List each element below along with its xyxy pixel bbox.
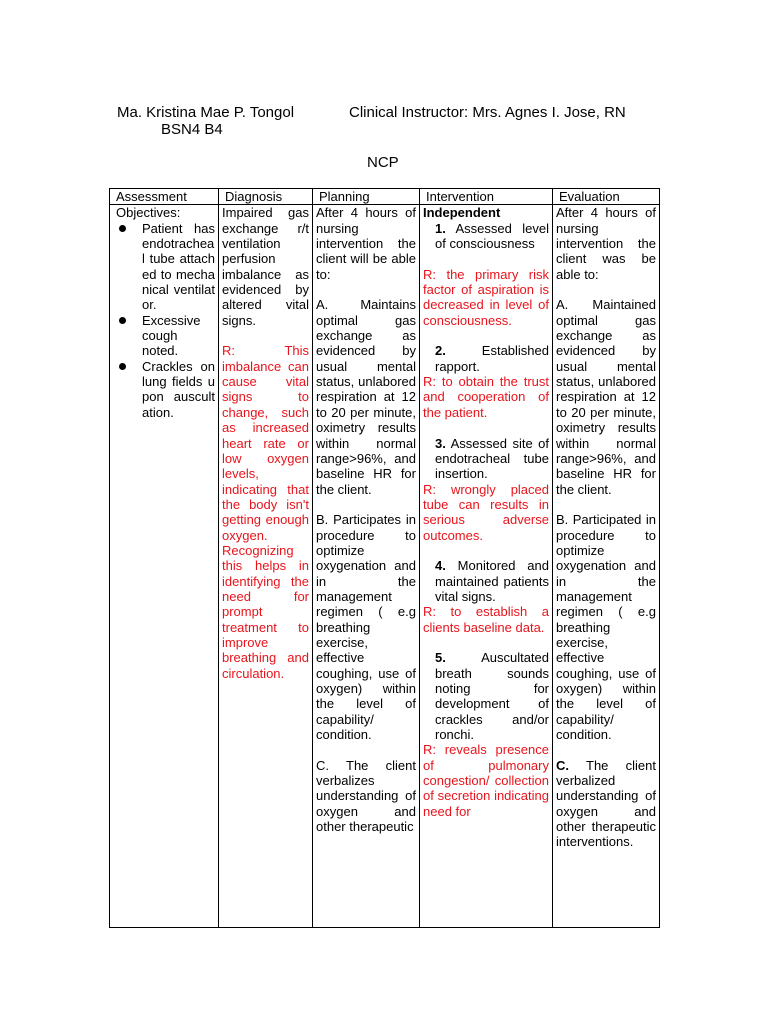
intervention-number: 5. — [435, 650, 446, 666]
assessment-cell — [110, 205, 219, 928]
intervention-text: Monitored and maintained patients vital signs. — [435, 558, 549, 604]
intervention-item — [423, 436, 549, 482]
assessment-item: Excessive cough noted. — [116, 313, 215, 359]
intervention-item — [423, 558, 549, 604]
diagnosis-statement: Impaired gas exchange r/t ventilation perfusion imbalance as evidenced by altered vital signs. — [222, 205, 309, 328]
evaluation-outcome-b: B. Participated in procedure to optimize oxygenation and in the management regimen ( e.g breathing exercise, effective coughing, use of oxygen) within the level of capability/ condition. — [556, 512, 656, 743]
intervention-item — [423, 343, 549, 374]
table-header-row — [110, 189, 660, 205]
evaluation-intro: After 4 hours of nursing intervention the client was be able to: — [556, 205, 656, 282]
intervention-number: 1. — [435, 220, 446, 236]
planning-goal-b: B. Participates in procedure to optimize oxygenation and in the management regimen ( e.g breathing exercise, effective coughing, use of oxygen) within the level of capability/ condition. — [316, 512, 416, 743]
assessment-heading: Objectives: — [116, 205, 181, 221]
planning-cell — [313, 205, 420, 928]
assessment-list — [116, 221, 215, 420]
student-section: BSN4 B4 — [161, 121, 223, 138]
column-header-planning: Planning — [313, 189, 420, 205]
ncp-table — [109, 188, 660, 928]
planning-intro: After 4 hours of nursing intervention the client will be able to: — [316, 205, 416, 282]
intervention-rationale: R: to establish a clients baseline data. — [423, 604, 549, 635]
table-row — [110, 205, 660, 928]
column-header-intervention: Intervention — [420, 189, 553, 205]
diagnosis-rationale: R: This imbalance can cause vital signs to change, such as increased heart rate or low oxygen levels, indicating that the body isn't getting enough oxygen. Recognizing this helps in identifying the need for prompt treatment to improve breathing and circulation. — [222, 343, 309, 681]
column-header-assessment: Assessment — [110, 189, 219, 205]
intervention-item — [423, 221, 549, 252]
assessment-item: Crackles on lung fields upon auscultation. — [116, 359, 215, 420]
assessment-item: Patient has endotracheal tube attached to mechanical ventilator. — [116, 221, 215, 313]
intervention-rationale: R: wrongly placed tube can results in serious adverse outcomes. — [423, 481, 549, 543]
evaluation-cell — [553, 205, 660, 928]
intervention-item — [423, 650, 549, 742]
document-title: NCP — [367, 154, 399, 171]
column-header-diagnosis: Diagnosis — [219, 189, 313, 205]
clinical-instructor: Clinical Instructor: Mrs. Agnes I. Jose, RN — [349, 104, 626, 121]
intervention-text: Established rapport. — [435, 343, 549, 374]
intervention-cell — [420, 205, 553, 928]
intervention-heading: Independent — [423, 205, 501, 221]
evaluation-outcome-c-label: C. — [556, 757, 569, 773]
intervention-number: 2. — [435, 343, 446, 359]
evaluation-outcome-c-text: The client verbalized understanding of oxygen and other therapeutic interventions. — [556, 757, 656, 850]
intervention-text: Assessed site of endotracheal tube insertion. — [435, 435, 549, 482]
planning-goal-a: A. Maintains optimal gas exchange as evidenced by usual mental status, unlabored respiration at 12 to 20 per minute, oximetry results within normal range>96%, and baseline HR for the client. — [316, 297, 416, 497]
intervention-text: Assessed level of consciousness — [435, 220, 549, 252]
intervention-number: 4. — [435, 558, 446, 574]
intervention-text: Auscultated breath sounds noting for development of crackles and/or ronchi. — [435, 650, 549, 743]
intervention-rationale: R: to obtain the trust and cooperation of the patient. — [423, 374, 549, 420]
student-name: Ma. Kristina Mae P. Tongol — [117, 104, 295, 121]
intervention-rationale: R: reveals presence of pulmonary congestion/ collection of secretion indicating need for — [423, 742, 549, 819]
evaluation-outcome-a: A. Maintained optimal gas exchange as evidenced by usual mental status, unlabored respiration at 12 to 20 per minute, oximetry results within normal range>96%, and baseline HR for the client. — [556, 297, 656, 497]
diagnosis-cell — [219, 205, 313, 928]
column-header-evaluation: Evaluation — [553, 189, 660, 205]
intervention-number: 3. — [435, 435, 446, 451]
planning-goal-c: C. The client verbalizes understanding of oxygen and other therapeutic — [316, 757, 416, 835]
evaluation-outcome-c — [556, 758, 656, 850]
intervention-rationale: R: the primary risk factor of aspiration is decreased in level of consciousness. — [423, 266, 549, 328]
